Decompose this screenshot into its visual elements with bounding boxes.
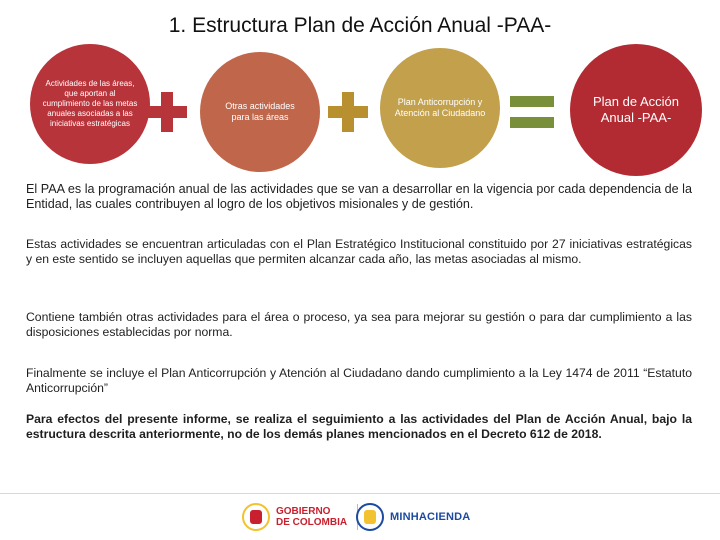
minhacienda-logo [356,503,470,531]
equals-icon [510,96,554,128]
gobierno-logo [242,503,358,531]
paragraph-3: Contiene también otras actividades para el área o proceso, ya sea para mejorar su gestión o para dar cumplimiento a las disposiciones establecidas por norma. [26,310,692,339]
paragraph-5: Para efectos del presente informe, se realiza el seguimiento a las actividades del Plan de Acción Anual, bajo la estructura descrita anteriormente, no de los demás planes mencionados en el Decreto 612 de 2018. [26,412,692,441]
minhacienda-seal-icon [356,503,384,531]
circle-plan-accion-anual-label: Plan de Acción Anual -PAA- [592,94,679,125]
colombia-seal-icon [242,503,270,531]
plus-icon-1 [147,92,187,132]
circle-plan-anticorrupcion-label: Plan Anticorrupción y Atención al Ciudadano [394,97,486,118]
slide-title: 1. Estructura Plan de Acción Anual -PAA- [168,14,552,37]
gobierno-line1: GOBIERNO [276,506,331,517]
gobierno-line2: DE COLOMBIA [276,517,348,528]
gobierno-logo-text [276,506,347,528]
circle-otras-actividades-label: Otras actividades para las áreas [225,101,295,122]
footer-divider [0,493,720,494]
minhacienda-logo-text: MINHACIENDA [390,511,471,523]
circle-actividades-areas-label: Actividades de las áreas, que aportan al cumplimiento de las metas anuales asociadas a las iniciativas estratégicas [42,79,138,128]
circle-otras-actividades [200,52,320,172]
circle-plan-anticorrupcion [380,48,500,168]
paragraph-4: Finalmente se incluye el Plan Anticorrupción y Atención al Ciudadano dando cumplimiento a la Ley 1474 de 2011 “Estatuto Anticorrupción” [26,366,692,395]
paragraph-2: Estas actividades se encuentran articuladas con el Plan Estratégico Institucional constituido por 27 iniciativas estratégicas y en este sentido se incluyen aquellas que permiten alcanzar cada año, las metas asociadas al mismo. [26,237,692,266]
circle-actividades-areas [30,44,150,164]
circle-plan-accion-anual [570,44,702,176]
paragraph-1: El PAA es la programación anual de las actividades que se van a desarrollar en la vigencia por cada dependencia de la Entidad, las cuales contribuyen al logro de los objetivos misionales y de gestión. [26,182,692,211]
plus-icon-2 [328,92,368,132]
